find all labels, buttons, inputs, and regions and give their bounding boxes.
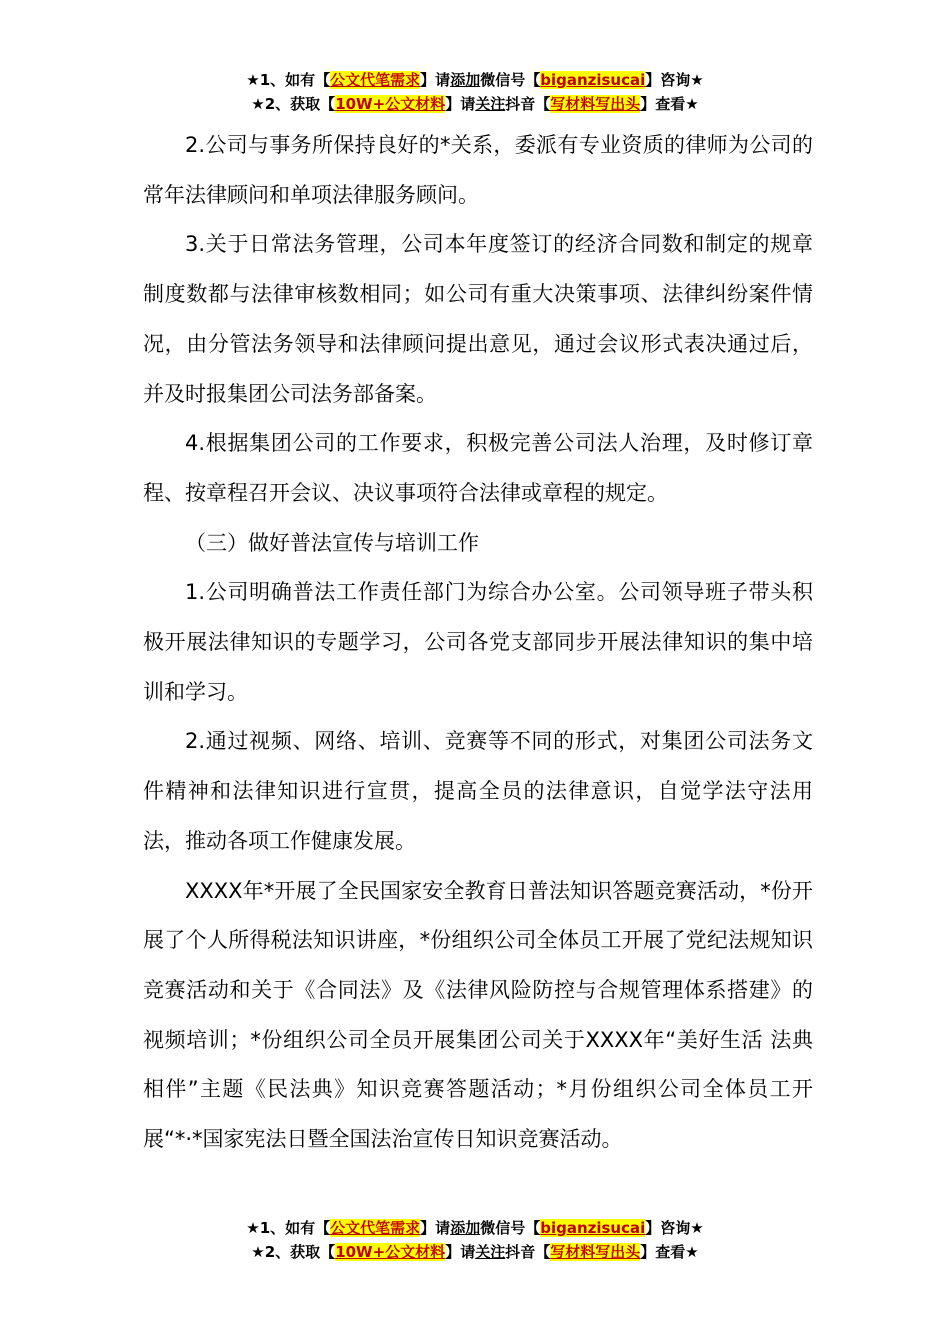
highlight-wechat-id: biganzisucai	[540, 71, 646, 89]
banner-line-1	[0, 1216, 950, 1240]
section-heading: （三）做好普法宣传与培训工作	[185, 530, 479, 555]
banner-text: ★1、如有【	[246, 71, 331, 89]
paragraph: XXXX年*开展了全民国家安全教育日普法知识答题竞赛活动，*份开展了个人所得税法知识讲座，*份组织公司全体员工开展了党纪法规知识竞赛活动和关于《合同法》及《法律风险防控与合规管理体系搭建》的视频培训；*份组织公司全员开展集团公司关于XXXX年“美好生活 法典相伴”主题《民法典》知识竞赛答题活动；*月份组织公司全体员工开展“*·*国家宪法日暨全国法治宣传日知识竞赛活动。	[143, 878, 813, 1152]
footer-banner	[0, 1216, 950, 1264]
banner-text: ★1、如有【	[246, 1219, 331, 1237]
banner-text: 】咨询★	[645, 71, 704, 89]
banner-text: 微信号【	[480, 71, 541, 89]
highlight-wechat-id: biganzisucai	[540, 1219, 646, 1237]
banner-line-2	[0, 1240, 950, 1264]
banner-text: ★2、获取【	[251, 95, 336, 113]
banner-text: 】查看★	[640, 1243, 699, 1261]
banner-text: 微信号【	[480, 1219, 541, 1237]
banner-line-2	[0, 92, 950, 116]
banner-text: 抖音【	[505, 95, 551, 113]
banner-line-1	[0, 68, 950, 92]
paragraph: 2.通过视频、网络、培训、竞赛等不同的形式，对集团公司法务文件精神和法律知识进行宣贯，提高全员的法律意识，自觉学法守法用法，推动各项工作健康发展。	[143, 729, 813, 853]
paragraph: 3.关于日常法务管理，公司本年度签订的经济合同数和制定的规章制度数都与法律审核数相同；如公司有重大决策事项、法律纠纷案件情况，由分管法务领导和法律顾问提出意见，通过会议形式表决通过后，并及时报集团公司法务部备案。	[143, 232, 813, 406]
emphasis-text: 关注	[475, 95, 506, 113]
highlight-service: 公文代笔需求	[330, 1219, 421, 1237]
banner-text: 】请	[445, 1243, 476, 1261]
banner-text: 】查看★	[640, 95, 699, 113]
banner-text: 】请	[420, 71, 451, 89]
banner-text: 】咨询★	[645, 1219, 704, 1237]
header-banner	[0, 68, 950, 116]
paragraph: 4.根据集团公司的工作要求，积极完善公司法人治理，及时修订章程、按章程召开会议、决议事项符合法律或章程的规定。	[143, 431, 813, 505]
highlight-materials: 10W+公文材料	[335, 1243, 446, 1261]
emphasis-text: 关注	[475, 1243, 506, 1261]
paragraph: 2.公司与事务所保持良好的*关系，委派有专业资质的律师为公司的常年法律顾问和单项法律服务顾问。	[143, 133, 813, 207]
emphasis-text: 添加	[450, 1219, 481, 1237]
highlight-douyin-id: 写材料写出头	[550, 1243, 641, 1261]
banner-text: 】请	[420, 1219, 451, 1237]
banner-text: ★2、获取【	[251, 1243, 336, 1261]
highlight-materials: 10W+公文材料	[335, 95, 446, 113]
emphasis-text: 添加	[450, 71, 481, 89]
highlight-douyin-id: 写材料写出头	[550, 95, 641, 113]
paragraph: 1.公司明确普法工作责任部门为综合办公室。公司领导班子带头积极开展法律知识的专题学习，公司各党支部同步开展法律知识的集中培训和学习。	[143, 580, 813, 704]
banner-text: 】请	[445, 95, 476, 113]
document-body	[143, 121, 813, 1165]
highlight-service: 公文代笔需求	[330, 71, 421, 89]
banner-text: 抖音【	[505, 1243, 551, 1261]
